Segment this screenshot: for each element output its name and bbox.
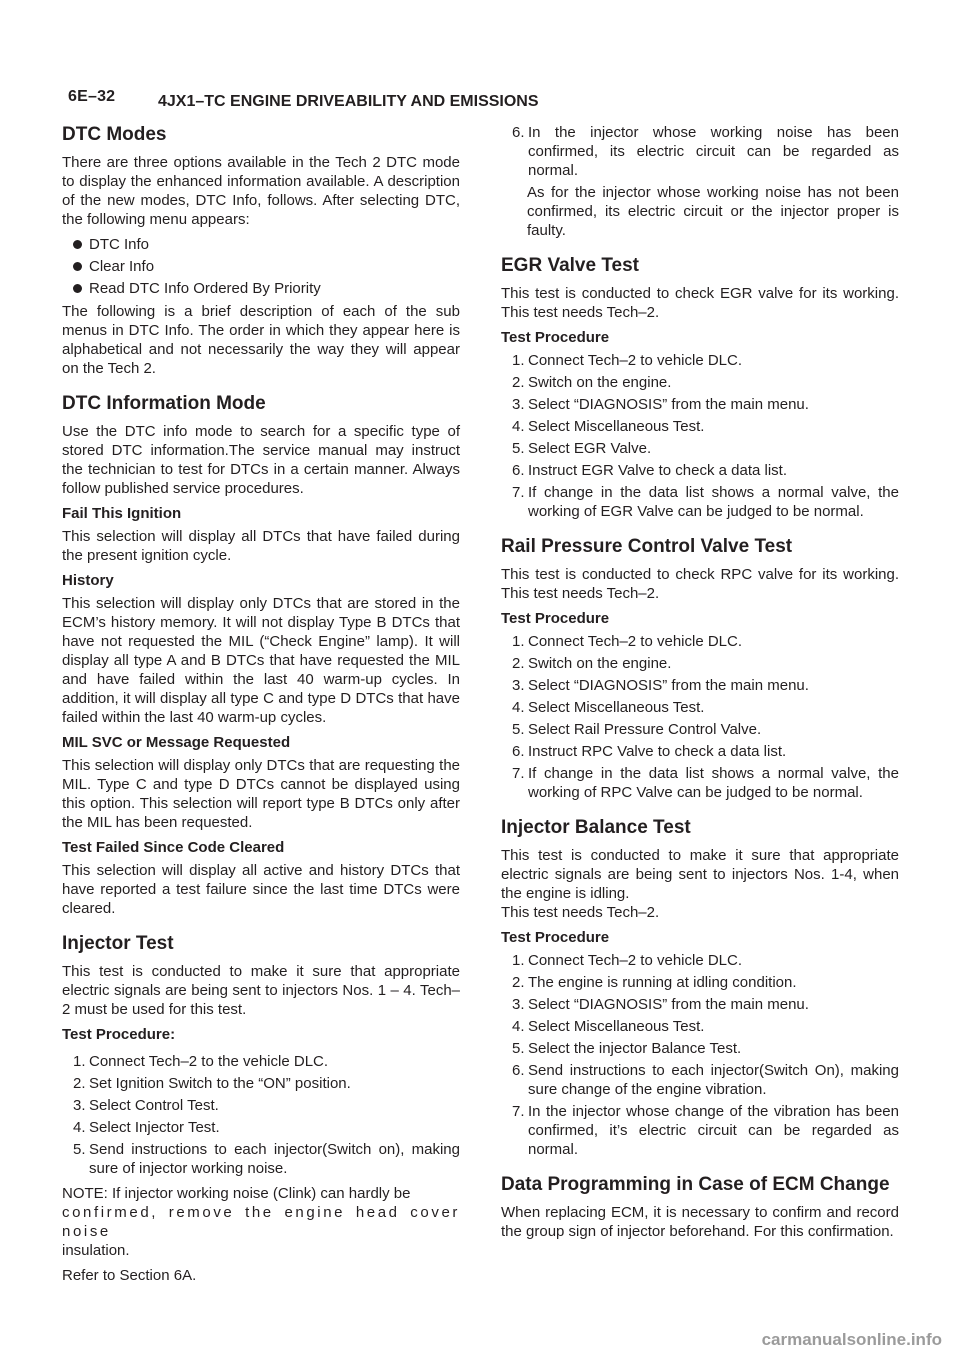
list-item xyxy=(501,676,899,695)
balance-heading: Injector Balance Test xyxy=(501,817,691,838)
step-text: If change in the data list shows a normal valve, the working of EGR Valve can be judged to be normal. xyxy=(528,484,899,520)
step-number: 1. xyxy=(73,1053,86,1070)
step-number: 4. xyxy=(512,1018,525,1035)
step-text: Select “DIAGNOSIS” from the main menu. xyxy=(528,677,809,694)
right-column xyxy=(501,123,899,1247)
step-number: 7. xyxy=(512,1103,525,1120)
step-number: 6. xyxy=(512,462,525,479)
ecm-text: When replacing ECM, it is necessary to confirm and record the group sign of injector beforehand. For this confirmation. xyxy=(501,1204,899,1240)
injector-procedure-heading: Test Procedure: xyxy=(62,1026,176,1043)
step-text: Connect Tech–2 to the vehicle DLC. xyxy=(89,1053,329,1070)
step-number: 7. xyxy=(512,484,525,501)
rpc-steps xyxy=(501,632,899,802)
page-number: 6E–32 xyxy=(68,88,116,105)
list-item xyxy=(501,973,899,992)
list-item xyxy=(501,395,899,414)
list-item xyxy=(501,373,899,392)
step-text: Select Control Test. xyxy=(89,1097,219,1114)
list-item xyxy=(62,1140,460,1178)
step-text: Select Miscellaneous Test. xyxy=(528,699,705,716)
step-number: 6. xyxy=(512,743,525,760)
ecm-heading: Data Programming in Case of ECM Change xyxy=(501,1174,890,1195)
dtc-menu-list xyxy=(62,235,460,298)
list-item xyxy=(501,439,899,458)
step-text: The engine is running at idling condition. xyxy=(528,974,797,991)
step-text: Switch on the engine. xyxy=(528,374,672,391)
step-text: Select EGR Valve. xyxy=(528,440,652,457)
step-text: Select Miscellaneous Test. xyxy=(528,418,705,435)
step-number: 5. xyxy=(512,1040,525,1057)
injector-steps-continued xyxy=(501,123,899,180)
step-number: 4. xyxy=(512,699,525,716)
list-item xyxy=(501,742,899,761)
step-number: 2. xyxy=(512,374,525,391)
list-item xyxy=(501,123,899,180)
step-text: Select “DIAGNOSIS” from the main menu. xyxy=(528,996,809,1013)
list-item xyxy=(501,698,899,717)
list-item xyxy=(501,461,899,480)
step-text: Send instructions to each injector(Switch on), making sure of injector working noise. xyxy=(89,1141,460,1177)
history-heading: History xyxy=(62,572,114,589)
list-item: Clear Info xyxy=(62,257,460,276)
step-text: If change in the data list shows a normal valve, the working of RPC Valve can be judged to be normal. xyxy=(528,765,899,801)
left-column xyxy=(62,123,460,1291)
page-title: 4JX1–TC ENGINE DRIVEABILITY AND EMISSIONS xyxy=(158,93,539,110)
balance-intro: This test is conducted to make it sure that appropriate electric signals are being sent to injectors Nos. 1-4, when the engine is idling. xyxy=(501,847,899,902)
list-item xyxy=(501,1017,899,1036)
step-number: 2. xyxy=(512,974,525,991)
step-text: Connect Tech–2 to vehicle DLC. xyxy=(528,352,743,369)
list-item xyxy=(501,483,899,521)
dtc-info-mode-intro: Use the DTC info mode to search for a specific type of stored DTC information.The service manual may instruct the technician to test for DTCs in a certain manner. Always follow published service procedures. xyxy=(62,423,460,497)
step-number: 3. xyxy=(73,1097,86,1114)
step-number: 3. xyxy=(512,396,525,413)
balance-needs: This test needs Tech–2. xyxy=(501,904,660,921)
dtc-info-mode-heading: DTC Information Mode xyxy=(62,393,266,414)
egr-heading: EGR Valve Test xyxy=(501,255,639,276)
egr-steps xyxy=(501,351,899,521)
step-number: 7. xyxy=(512,765,525,782)
list-item xyxy=(501,654,899,673)
list-item: Read DTC Info Ordered By Priority xyxy=(62,279,460,298)
step-number: 4. xyxy=(512,418,525,435)
dtc-modes-heading: DTC Modes xyxy=(62,124,167,145)
note-line: confirmed, remove the engine head cover noise xyxy=(62,1204,460,1240)
step-text: Select Miscellaneous Test. xyxy=(528,1018,705,1035)
balance-procedure-heading: Test Procedure xyxy=(501,929,610,946)
rpc-intro: This test is conducted to check RPC valve for its working. This test needs Tech–2. xyxy=(501,566,899,602)
step-number: 2. xyxy=(73,1075,86,1092)
step-text: Set Ignition Switch to the “ON” position. xyxy=(89,1075,351,1092)
list-item xyxy=(501,995,899,1014)
step-text: Connect Tech–2 to vehicle DLC. xyxy=(528,952,743,969)
step-text: Send instructions to each injector(Switch On), making sure change of the engine vibration. xyxy=(528,1062,899,1098)
step-text: Switch on the engine. xyxy=(528,655,672,672)
step-text: In the injector whose working noise has been confirmed, its electric circuit can be regarded as normal. xyxy=(528,124,899,179)
step-number: 3. xyxy=(512,677,525,694)
step-text: Select Rail Pressure Control Valve. xyxy=(528,721,762,738)
dtc-modes-after: The following is a brief description of each of the sub menus in DTC Info. The order in which they appear here is alphabetical and not necessarily the way they will appear on the Tech 2. xyxy=(62,303,460,377)
fail-ignition-text: This selection will display all DTCs that have failed during the present ignition cycle. xyxy=(62,528,460,564)
test-failed-heading: Test Failed Since Code Cleared xyxy=(62,839,285,856)
fail-ignition-heading: Fail This Ignition xyxy=(62,505,182,522)
injector-faulty-note: As for the injector whose working noise has not been confirmed, its electric circuit or the injector proper is faulty. xyxy=(527,184,899,239)
test-failed-text: This selection will display all active and history DTCs that have reported a test failure since the last time DTCs were cleared. xyxy=(62,862,460,917)
injector-test-intro: This test is conducted to make it sure that appropriate electric signals are being sent to injectors Nos. 1 – 4. Tech–2 must be used for this test. xyxy=(62,963,460,1018)
list-item xyxy=(501,632,899,651)
list-item xyxy=(501,720,899,739)
step-number: 5. xyxy=(73,1141,86,1158)
rpc-heading: Rail Pressure Control Valve Test xyxy=(501,536,793,557)
mil-heading: MIL SVC or Message Requested xyxy=(62,734,291,751)
list-item xyxy=(501,951,899,970)
step-number: 5. xyxy=(512,440,525,457)
note-line: NOTE: If injector working noise (Clink) can hardly be xyxy=(62,1185,411,1202)
step-text: Connect Tech–2 to vehicle DLC. xyxy=(528,633,743,650)
list-item: DTC Info xyxy=(62,235,460,254)
list-item xyxy=(62,1096,460,1115)
step-text: Select the injector Balance Test. xyxy=(528,1040,742,1057)
step-text: Instruct RPC Valve to check a data list. xyxy=(528,743,787,760)
step-number: 3. xyxy=(512,996,525,1013)
list-item xyxy=(501,351,899,370)
step-number: 1. xyxy=(512,633,525,650)
list-item xyxy=(62,1074,460,1093)
step-number: 1. xyxy=(512,952,525,969)
watermark: carmanualsonline.info xyxy=(761,1330,942,1349)
rpc-procedure-heading: Test Procedure xyxy=(501,610,610,627)
step-number: 4. xyxy=(73,1119,86,1136)
mil-text: This selection will display only DTCs that are requesting the MIL. Type C and type D DTCs cannot be displayed using this option. This selection will report type B DTCs only after the MIL has been requested. xyxy=(62,757,460,831)
step-text: Instruct EGR Valve to check a data list. xyxy=(528,462,787,479)
step-number: 5. xyxy=(512,721,525,738)
refer-section: Refer to Section 6A. xyxy=(62,1267,197,1284)
egr-procedure-heading: Test Procedure xyxy=(501,329,610,346)
list-item xyxy=(501,1061,899,1099)
history-text: This selection will display only DTCs that are stored in the ECM’s history memory. It will not display Type B DTCs that have not requested the MIL (“Check Engine” lamp). It will display all type A and B DTCs that have requested the MIL and have failed within the last 40 warm-up cycles. In addition, it will display all type C and type D DTCs that have failed within the last 40 warm-up cycles. xyxy=(62,595,460,726)
step-text: Select “DIAGNOSIS” from the main menu. xyxy=(528,396,809,413)
list-item xyxy=(501,1102,899,1159)
list-item xyxy=(501,417,899,436)
list-item xyxy=(501,1039,899,1058)
step-text: Select Injector Test. xyxy=(89,1119,220,1136)
dtc-modes-intro: There are three options available in the Tech 2 DTC mode to display the enhanced information available. A description of the new modes, DTC Info, follows. After selecting DTC, the following menu appears: xyxy=(62,154,460,228)
list-item xyxy=(501,764,899,802)
step-number: 1. xyxy=(512,352,525,369)
injector-note xyxy=(62,1184,460,1260)
step-number: 6. xyxy=(512,1062,525,1079)
balance-steps xyxy=(501,951,899,1159)
step-number: 6. xyxy=(512,124,525,141)
injector-steps xyxy=(62,1052,460,1178)
injector-test-heading: Injector Test xyxy=(62,933,174,954)
egr-intro: This test is conducted to check EGR valve for its working. This test needs Tech–2. xyxy=(501,285,899,321)
step-number: 2. xyxy=(512,655,525,672)
list-item xyxy=(62,1052,460,1071)
note-line: insulation. xyxy=(62,1242,130,1259)
list-item xyxy=(62,1118,460,1137)
step-text: In the injector whose change of the vibration has been confirmed, it’s electric circuit can be regarded as normal. xyxy=(528,1103,899,1158)
